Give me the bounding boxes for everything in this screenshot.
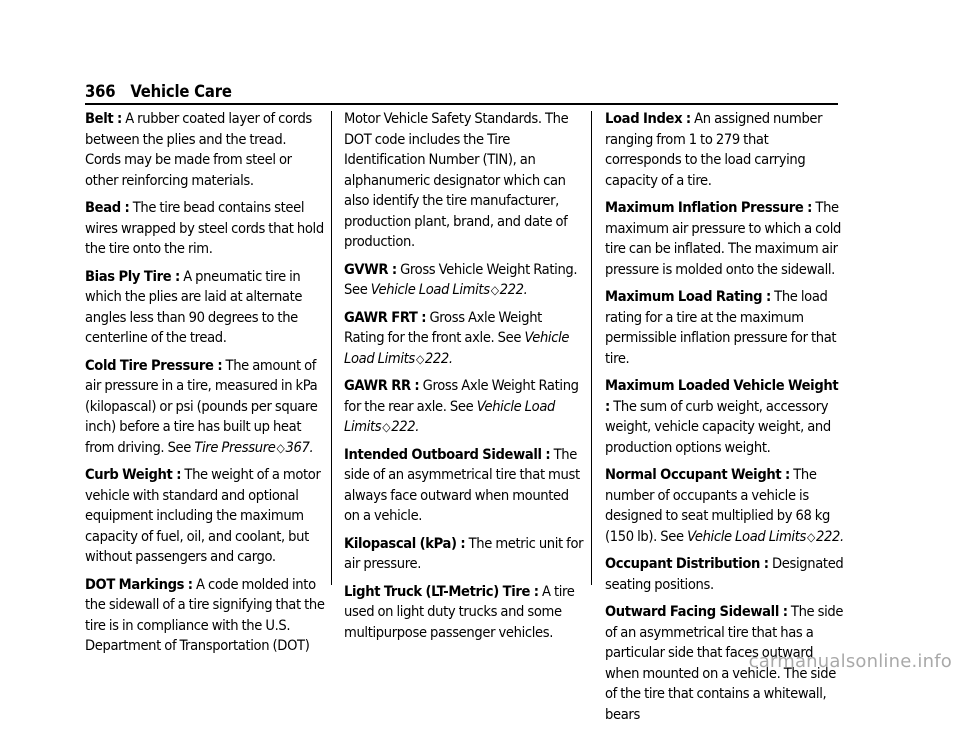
reference-page-number: 222 <box>424 349 449 367</box>
glossary-definition: Gross Vehicle Weight Rating. See <box>344 260 578 298</box>
page-reference-icon: ◇ <box>806 529 815 544</box>
glossary-definition: The side of an asymmetrical tire that must always face outward when mounted on a vehicle. <box>344 445 580 524</box>
glossary-entry <box>344 582 584 644</box>
page-number: 366 <box>85 82 116 101</box>
glossary-definition: A code molded into the sidewall of a tire signifying that the tire is in compliance with the U.S. Department of Transportation (DOT) <box>85 575 325 654</box>
glossary-term: Cold Tire Pressure : <box>85 356 223 374</box>
glossary-entry <box>605 554 845 595</box>
glossary-entry <box>605 287 845 369</box>
glossary-term: Curb Weight : <box>85 466 182 483</box>
reference-page-number: 222 <box>815 527 840 545</box>
glossary-definition: Gross Axle Weight Rating for the rear axle. See <box>344 377 579 415</box>
watermark: carmanualsonline.info <box>748 651 952 672</box>
glossary-term: Maximum Load Rating : <box>605 288 771 305</box>
cross-reference: Vehicle Load Limits <box>344 397 556 435</box>
reference-punctuation: . <box>309 438 314 456</box>
reference-punctuation: . <box>523 281 528 298</box>
page-reference-icon: ◇ <box>415 351 424 366</box>
glossary-definition: Designated seating positions. <box>605 555 844 593</box>
glossary-definition: Gross Axle Weight Rating for the front axle. See <box>344 308 542 346</box>
glossary-definition: The metric unit for air pressure. <box>344 534 584 572</box>
reference-punctuation: . <box>415 418 420 435</box>
glossary-definition: The number of occupants a vehicle is designed to seat multiplied by 68 kg (150 lb). See <box>605 466 831 545</box>
glossary-entry <box>605 198 845 280</box>
glossary-definition: The side of an asymmetrical tire that has a particular side that faces outward when mounted on a vehicle. The side of the tire that contains a whitewall, bears <box>605 603 844 723</box>
glossary-term: Bias Ply Tire : <box>85 267 180 285</box>
glossary-entry <box>85 465 325 568</box>
reference-page-number: 222 <box>391 418 416 435</box>
reference-punctuation: . <box>839 527 844 545</box>
glossary-term: GAWR FRT : <box>344 308 427 326</box>
cross-reference: Vehicle Load Limits <box>687 527 806 545</box>
glossary-term: Kilopascal (kPa) : <box>344 534 466 552</box>
glossary-definition: The maximum air pressure to which a cold tire can be inflated. The maximum air pressure is molded onto the sidewall. <box>605 199 842 278</box>
text-column-1 <box>85 109 325 664</box>
glossary-entry <box>344 109 584 253</box>
glossary-entry <box>605 465 845 547</box>
glossary-definition: Motor Vehicle Safety Standards. The DOT code includes the Tire Identification Number (TIN), an alphanumeric designator which can also identify the tire manufacturer, production plant, brand, and date of production. <box>344 110 569 250</box>
glossary-entry <box>344 534 584 575</box>
cross-reference: Vehicle Load Limits <box>370 281 490 298</box>
glossary-entry <box>85 198 325 260</box>
glossary-entry <box>605 109 845 191</box>
glossary-term: DOT Markings : <box>85 575 193 593</box>
section-title: Vehicle Care <box>130 82 232 101</box>
text-column-3 <box>605 109 845 732</box>
glossary-term: Light Truck (LT-Metric) Tire : <box>344 582 539 600</box>
page-reference-icon: ◇ <box>276 440 285 455</box>
glossary-term: GVWR : <box>344 260 397 278</box>
glossary-term: Load Index : <box>605 110 691 127</box>
glossary-entry <box>344 260 584 301</box>
reference-punctuation: . <box>448 349 453 367</box>
glossary-definition: A tire used on light duty trucks and some multipurpose passenger vehicles. <box>344 582 575 641</box>
glossary-term: Belt : <box>85 110 122 127</box>
header-rule <box>85 103 838 105</box>
page-reference-icon: ◇ <box>382 420 391 434</box>
reference-page-number: 367 <box>285 438 310 456</box>
glossary-term: Occupant Distribution : <box>605 555 769 572</box>
glossary-definition: The amount of air pressure in a tire, measured in kPa (kilopascal) or psi (pounds per square inch) before a tire has built up heat from driving. See <box>85 356 318 456</box>
glossary-definition: A pneumatic tire in which the plies are laid at alternate angles less than 90 degrees to the centerline of the tread. <box>85 267 303 346</box>
glossary-definition: An assigned number ranging from 1 to 279 that corresponds to the load carrying capacity of a tire. <box>605 110 823 189</box>
glossary-entry <box>85 267 325 349</box>
glossary-entry <box>344 308 584 370</box>
column-divider-1 <box>331 111 332 585</box>
page-header <box>85 82 232 101</box>
glossary-entry <box>85 575 325 657</box>
cross-reference: Tire Pressure <box>194 438 276 456</box>
cross-reference: Vehicle Load Limits <box>344 329 570 367</box>
glossary-term: Maximum Loaded Vehicle Weight : <box>605 377 839 415</box>
glossary-definition: The sum of curb weight, accessory weight, vehicle capacity weight, and production options weight. <box>605 397 831 456</box>
glossary-entry <box>344 445 584 527</box>
glossary-entry <box>85 356 325 459</box>
glossary-definition: The tire bead contains steel wires wrapped by steel cords that hold the tire onto the rim. <box>85 199 324 257</box>
glossary-term: Maximum Inflation Pressure : <box>605 199 813 216</box>
glossary-term: Bead : <box>85 199 130 216</box>
glossary-term: Normal Occupant Weight : <box>605 466 790 483</box>
text-column-2 <box>344 109 584 650</box>
glossary-definition: A rubber coated layer of cords between the plies and the tread. Cords may be made from steel or other reinforcing materials. <box>85 110 312 189</box>
glossary-term: Intended Outboard Sidewall : <box>344 445 551 463</box>
glossary-definition: The load rating for a tire at the maximum permissible inflation pressure for that tire. <box>605 288 837 367</box>
column-divider-2 <box>591 111 592 585</box>
page-reference-icon: ◇ <box>490 283 499 297</box>
glossary-entry <box>85 109 325 191</box>
glossary-term: Outward Facing Sidewall : <box>605 603 788 620</box>
glossary-entry <box>344 376 584 438</box>
glossary-term: GAWR RR : <box>344 377 420 394</box>
reference-page-number: 222 <box>499 281 524 298</box>
glossary-definition: The weight of a motor vehicle with standard and optional equipment including the maximum capacity of fuel, oil, and coolant, but without passengers and cargo. <box>85 466 321 565</box>
glossary-entry <box>605 376 845 458</box>
